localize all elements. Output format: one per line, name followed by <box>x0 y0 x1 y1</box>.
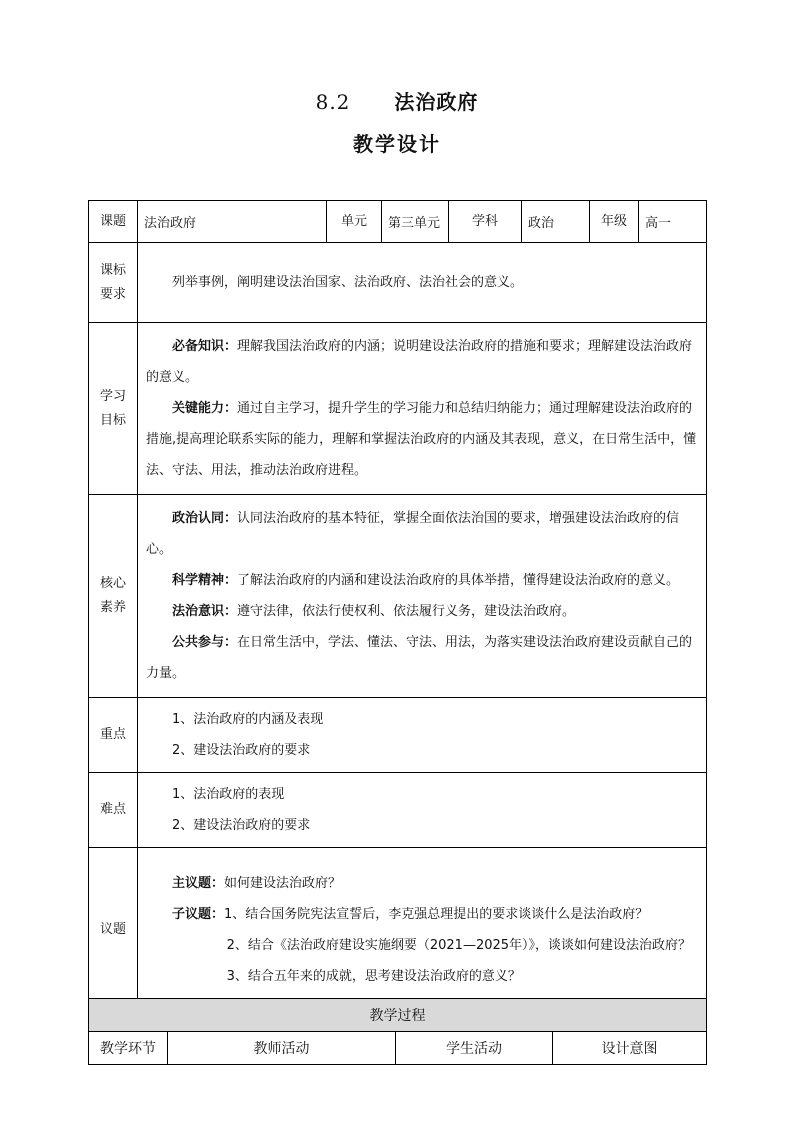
objective-item: 关键能力：通过自主学习，提升学生的学习能力和总结归纳能力；通过理解建设法治政府的措施,提高理论联系实际的能力，理解和掌握法治政府的内涵及其表现，意义，在日常生活中，懂法、守法、用法，推动法治政府进程。 <box>146 401 697 478</box>
issues-content <box>138 848 707 1012</box>
column-header: 教师活动 <box>168 1032 396 1065</box>
process-title-row <box>89 999 707 1032</box>
list-item: 1、法治政府的表现 <box>172 787 285 802</box>
main-issue: 主议题：如何建设法治政府？ <box>172 875 342 891</box>
column-header: 学生活动 <box>396 1032 553 1065</box>
sub-issue: 2、结合《法治政府建设实施纲要（2021—2025年）》，谈谈如何建设法治政府？ <box>226 937 692 953</box>
standard-content <box>138 243 707 323</box>
unit-label: 单元 <box>327 201 382 243</box>
key-points-label: 重点 <box>89 698 138 773</box>
lesson-plan-table <box>88 200 707 1012</box>
objectives-label: 学习 目标 <box>89 323 138 495</box>
page-subtitle: 教学设计 <box>353 132 441 156</box>
key-points-row <box>89 698 707 773</box>
grade-label: 年级 <box>590 201 639 243</box>
objectives-row <box>89 323 707 495</box>
difficulties-content <box>138 773 707 848</box>
issues-row <box>89 848 707 1012</box>
objectives-content <box>138 323 707 495</box>
section-number: 8.2 <box>315 90 351 114</box>
subject-label: 学科 <box>449 201 522 243</box>
info-row <box>89 201 707 243</box>
teaching-process-table <box>88 998 707 1065</box>
standard-label: 课标 要求 <box>89 243 138 323</box>
objective-item: 必备知识：理解我国法治政府的内涵；说明建设法治政府的措施和要求；理解建设法治政府的意义。 <box>146 339 693 385</box>
literacy-item: 法治意识：遵守法律，依法行使权利、依法履行义务，建设法治政府。 <box>172 604 576 619</box>
literacy-item: 科学精神：了解法治政府的内涵和建设法治政府的具体举措，懂得建设法治政府的意义。 <box>172 573 680 588</box>
list-item: 2、建设法治政府的要求 <box>172 818 311 833</box>
literacy-item: 公共参与：在日常生活中，学法、懂法、守法、用法，为落实建设法治政府建设贡献自己的力量。 <box>146 635 693 681</box>
subject-value: 政治 <box>522 201 590 243</box>
difficulties-row <box>89 773 707 848</box>
lesson-title: 法治政府 <box>394 90 479 114</box>
difficulties-label: 难点 <box>89 773 138 848</box>
list-item: 2、建设法治政府的要求 <box>172 743 311 758</box>
topic-value: 法治政府 <box>138 201 327 243</box>
issues-label: 议题 <box>89 848 138 1012</box>
list-item: 1、法治政府的内涵及表现 <box>172 712 324 727</box>
literacy-row <box>89 495 707 698</box>
column-header: 设计意图 <box>553 1032 707 1065</box>
literacy-item: 政治认同：认同法治政府的基本特征，掌握全面依法治国的要求，增强建设法治政府的信心。 <box>146 511 680 557</box>
column-header: 教学环节 <box>89 1032 168 1065</box>
literacy-label: 核心 素养 <box>89 495 138 698</box>
standard-text: 列举事例，阐明建设法治国家、法治政府、法治社会的意义。 <box>172 275 524 290</box>
grade-value: 高一 <box>639 201 707 243</box>
standard-row <box>89 243 707 323</box>
key-points-content <box>138 698 707 773</box>
process-title: 教学过程 <box>89 999 707 1032</box>
sub-issue: 3、结合五年来的成就，思考建设法治政府的意义？ <box>226 968 521 984</box>
process-header-row <box>89 1032 707 1065</box>
sub-issue: 子议题：1、结合国务院宪法宣誓后，李克强总理提出的要求谈谈什么是法治政府？ <box>172 906 649 922</box>
literacy-content <box>138 495 707 698</box>
unit-value: 第三单元 <box>382 201 449 243</box>
topic-label: 课题 <box>89 201 138 243</box>
page-title <box>0 86 794 115</box>
